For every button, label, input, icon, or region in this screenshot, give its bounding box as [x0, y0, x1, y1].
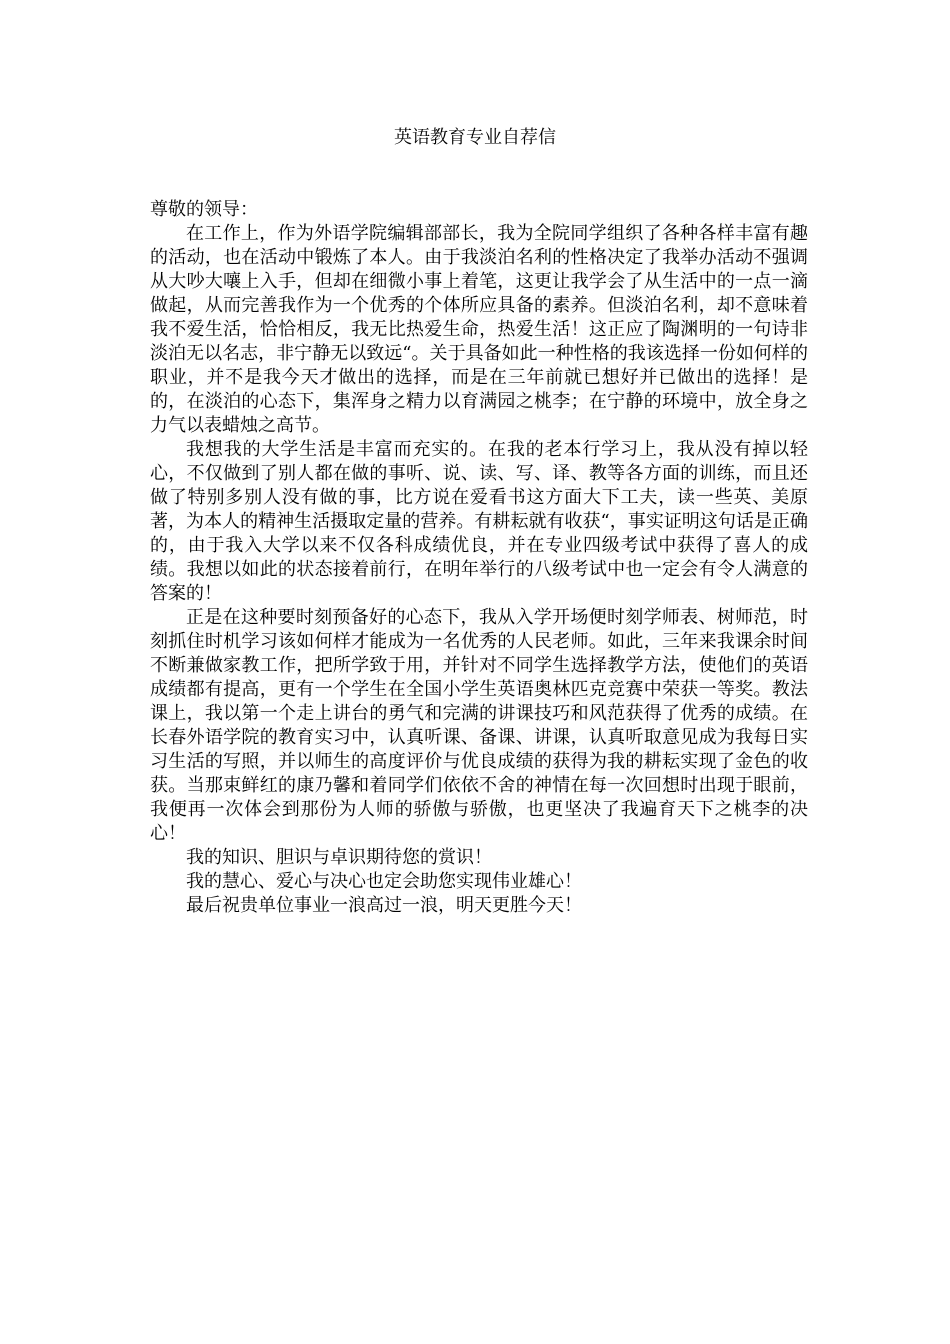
closing-line-1: 我的知识、胆识与卓识期待您的赏识！: [186, 847, 492, 868]
closing-line-2: 我的慧心、爱心与决心也定会助您实现伟业雄心！: [186, 871, 582, 892]
document-title: 英语教育专业自荐信: [394, 127, 556, 148]
paragraph-study: 我想我的大学生活是丰富而充实的。在我的老本行学习上，我从没有掉以轻心，不仅做到了别人都在做的事听、说、读、写、译、教等各方面的训练，而且还做了特别多别人没有做的事，比方说在爱看书这方面大下工夫，读一些英、美原著，为本人的精神生活摄取定量的营养。有耕耘就有收获“，事实证明这句话是正确的，由于我入大学以来不仅各科成绩优良，并在专业四级考试中获得了喜人的成绩。我想以如此的状态接着前行，在明年举行的八级考试中也一定会有令人满意的答案的！: [150, 439, 808, 604]
letter-body: [150, 198, 808, 918]
paragraph-work: 在工作上，作为外语学院编辑部部长，我为全院同学组织了各种各样丰富有趣的活动，也在活动中锻炼了本人。由于我淡泊名利的性格决定了我举办活动不强调从大吵大嚷上入手，但却在细微小事上着笔，这更让我学会了从生活中的一点一滴做起，从而完善我作为一个优秀的个体所应具备的素养。但淡泊名利，却不意味着我不爱生活，恰恰相反，我无比热爱生命，热爱生活！这正应了陶渊明的一句诗非淡泊无以名志，非宁静无以致远“。关于具备如此一种性格的我该选择一份如何样的职业，并不是我今天才做出的选择，而是在三年前就已想好并已做出的选择！是的，在淡泊的心态下，集浑身之精力以育满园之桃李；在宁静的环境中，放全身之力气以表蜡烛之高节。: [150, 223, 808, 436]
paragraph-teaching: 正是在这种要时刻预备好的心态下，我从入学开场便时刻学师表、树师范，时刻抓住时机学习该如何样才能成为一名优秀的人民老师。如此，三年来我课余时间不断兼做家教工作，把所学致于用，并针对不同学生选择教学方法，使他们的英语成绩都有提高，更有一个学生在全国小学生英语奥林匹克竞赛中荣获一等奖。教法课上，我以第一个走上讲台的勇气和完满的讲课技巧和风范获得了优秀的成绩。在长春外语学院的教育实习中，认真听课、备课、讲课，认真听取意见成为我每日实习生活的写照，并以师生的高度评价与优良成绩的获得为我的耕耘实现了金色的收获。当那束鲜红的康乃馨和着同学们依依不舍的神情在每一次回想时出现于眼前，我便再一次体会到那份为人师的骄傲与骄傲，也更坚决了我遍育天下之桃李的决心！: [150, 607, 808, 844]
salutation: 尊敬的领导：: [150, 199, 258, 220]
closing-line-3: 最后祝贵单位事业一浪高过一浪，明天更胜今天！: [186, 895, 582, 916]
